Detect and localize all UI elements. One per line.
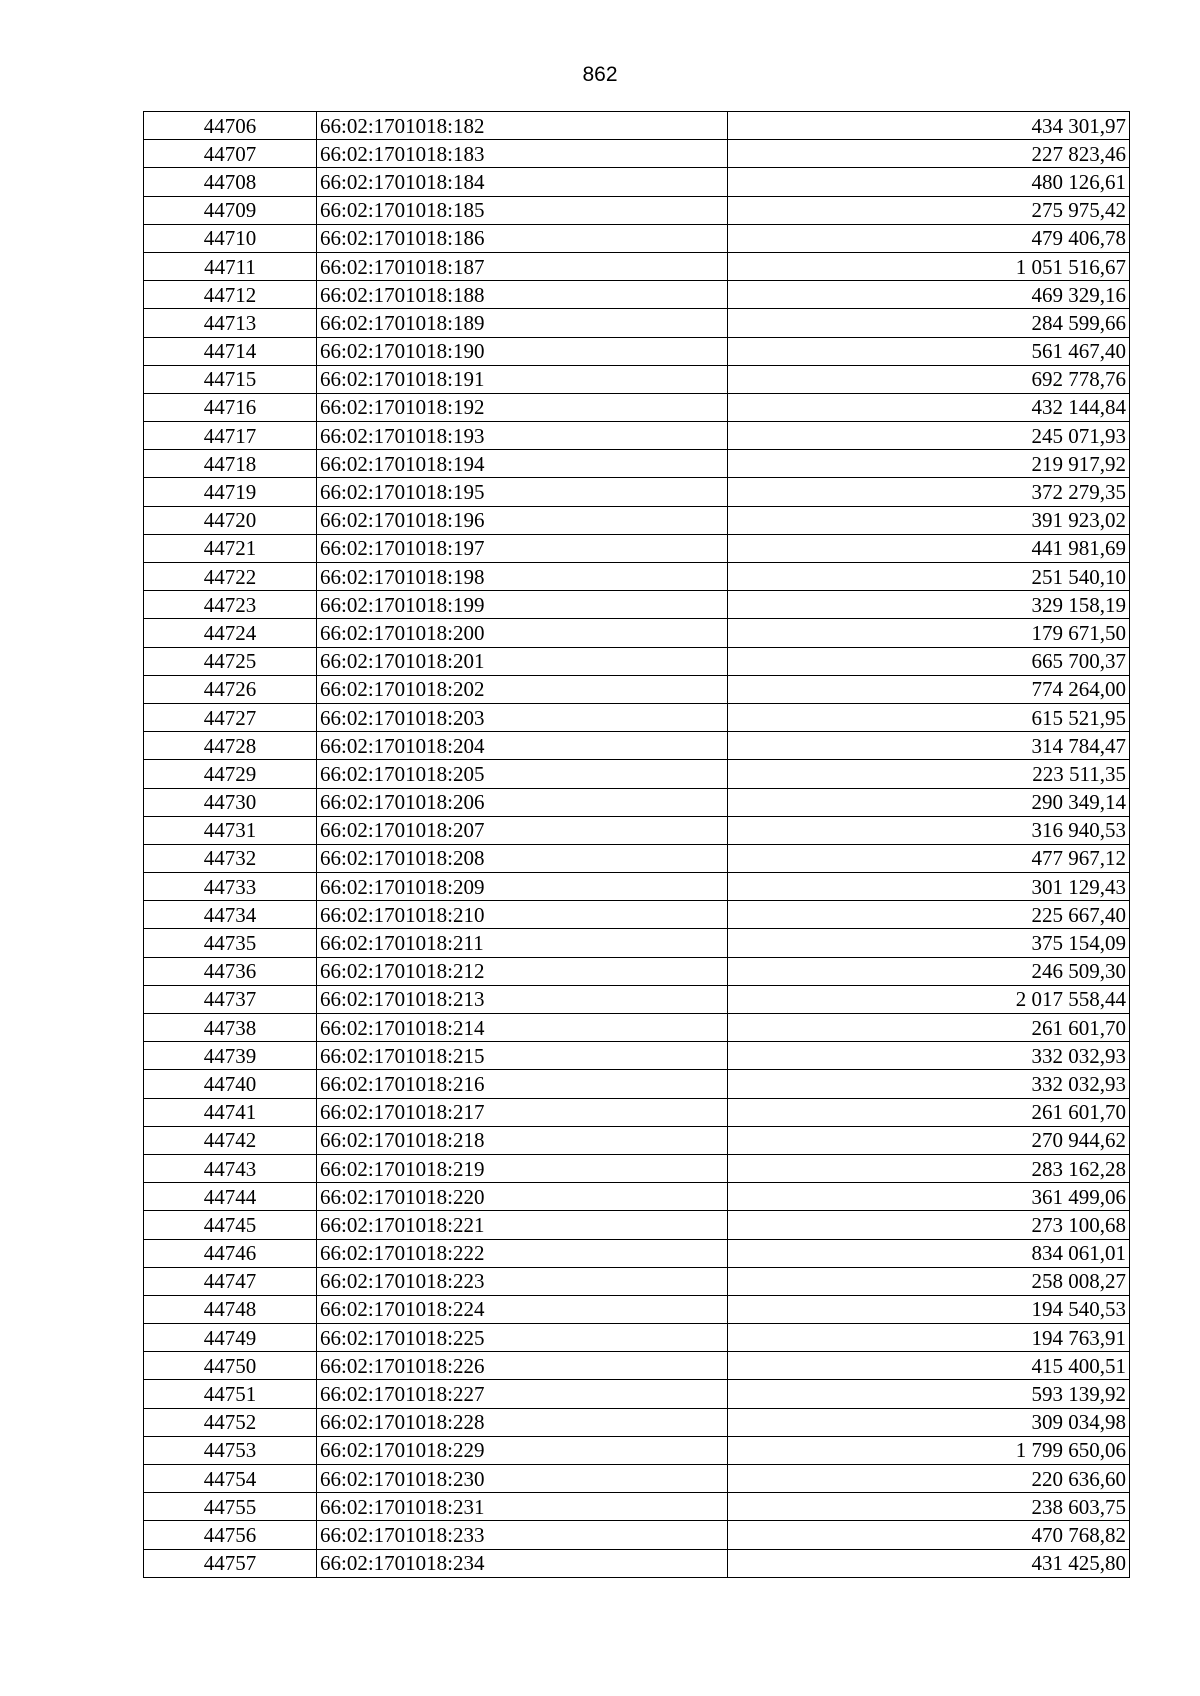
row-number-cell: 44706 <box>144 112 317 140</box>
cadastral-value-cell: 332 032,93 <box>728 1042 1130 1070</box>
cadastral-value-cell: 270 944,62 <box>728 1126 1130 1154</box>
table-row <box>144 703 1130 731</box>
cadastral-value-cell: 273 100,68 <box>728 1211 1130 1239</box>
table-row <box>144 1521 1130 1549</box>
table-row <box>144 393 1130 421</box>
cadastral-value-cell: 432 144,84 <box>728 393 1130 421</box>
row-number-cell: 44748 <box>144 1295 317 1323</box>
cadastral-number-cell: 66:02:1701018:186 <box>317 224 728 252</box>
cadastral-value-cell: 361 499,06 <box>728 1183 1130 1211</box>
row-number-cell: 44723 <box>144 591 317 619</box>
row-number-cell: 44712 <box>144 281 317 309</box>
row-number-cell: 44719 <box>144 478 317 506</box>
cadastral-number-cell: 66:02:1701018:219 <box>317 1154 728 1182</box>
table-row <box>144 760 1130 788</box>
table-row <box>144 1154 1130 1182</box>
cadastral-value-cell: 329 158,19 <box>728 591 1130 619</box>
page-number: 862 <box>582 63 618 86</box>
table-row <box>144 1465 1130 1493</box>
cadastral-value-cell: 219 917,92 <box>728 450 1130 478</box>
row-number-cell: 44750 <box>144 1352 317 1380</box>
cadastral-number-cell: 66:02:1701018:190 <box>317 337 728 365</box>
cadastral-number-cell: 66:02:1701018:228 <box>317 1408 728 1436</box>
cadastral-value-cell: 2 017 558,44 <box>728 985 1130 1013</box>
row-number-cell: 44729 <box>144 760 317 788</box>
cadastral-value-cell: 431 425,80 <box>728 1549 1130 1577</box>
cadastral-value-cell: 314 784,47 <box>728 732 1130 760</box>
table-row <box>144 450 1130 478</box>
cadastral-value-cell: 194 540,53 <box>728 1295 1130 1323</box>
cadastral-value-cell: 415 400,51 <box>728 1352 1130 1380</box>
row-number-cell: 44731 <box>144 816 317 844</box>
row-number-cell: 44730 <box>144 788 317 816</box>
table-row <box>144 1436 1130 1464</box>
cadastral-number-cell: 66:02:1701018:230 <box>317 1465 728 1493</box>
table-row <box>144 873 1130 901</box>
table-row <box>144 732 1130 760</box>
cadastral-number-cell: 66:02:1701018:188 <box>317 281 728 309</box>
cadastral-number-cell: 66:02:1701018:225 <box>317 1324 728 1352</box>
row-number-cell: 44708 <box>144 168 317 196</box>
cadastral-number-cell: 66:02:1701018:210 <box>317 901 728 929</box>
cadastral-number-cell: 66:02:1701018:223 <box>317 1267 728 1295</box>
table-row <box>144 1380 1130 1408</box>
cadastral-value-cell: 284 599,66 <box>728 309 1130 337</box>
table-row <box>144 196 1130 224</box>
cadastral-value-cell: 251 540,10 <box>728 563 1130 591</box>
cadastral-number-cell: 66:02:1701018:195 <box>317 478 728 506</box>
row-number-cell: 44710 <box>144 224 317 252</box>
table-row <box>144 1267 1130 1295</box>
table-row <box>144 1295 1130 1323</box>
cadastral-number-cell: 66:02:1701018:192 <box>317 393 728 421</box>
table-row <box>144 1211 1130 1239</box>
cadastral-value-cell: 561 467,40 <box>728 337 1130 365</box>
cadastral-value-cell: 238 603,75 <box>728 1493 1130 1521</box>
cadastral-number-cell: 66:02:1701018:207 <box>317 816 728 844</box>
cadastral-value-cell: 692 778,76 <box>728 365 1130 393</box>
row-number-cell: 44721 <box>144 534 317 562</box>
row-number-cell: 44728 <box>144 732 317 760</box>
row-number-cell: 44740 <box>144 1070 317 1098</box>
cadastral-value-cell: 593 139,92 <box>728 1380 1130 1408</box>
table-row <box>144 563 1130 591</box>
cadastral-number-cell: 66:02:1701018:214 <box>317 1014 728 1042</box>
row-number-cell: 44742 <box>144 1126 317 1154</box>
cadastral-number-cell: 66:02:1701018:184 <box>317 168 728 196</box>
cadastral-value-cell: 834 061,01 <box>728 1239 1130 1267</box>
row-number-cell: 44756 <box>144 1521 317 1549</box>
cadastral-value-cell: 434 301,97 <box>728 112 1130 140</box>
cadastral-number-cell: 66:02:1701018:201 <box>317 647 728 675</box>
row-number-cell: 44707 <box>144 140 317 168</box>
cadastral-number-cell: 66:02:1701018:217 <box>317 1098 728 1126</box>
row-number-cell: 44751 <box>144 1380 317 1408</box>
cadastral-value-cell: 1 799 650,06 <box>728 1436 1130 1464</box>
cadastral-number-cell: 66:02:1701018:187 <box>317 252 728 280</box>
cadastral-number-cell: 66:02:1701018:204 <box>317 732 728 760</box>
cadastral-number-cell: 66:02:1701018:234 <box>317 1549 728 1577</box>
table-row <box>144 647 1130 675</box>
cadastral-value-cell: 372 279,35 <box>728 478 1130 506</box>
table-row <box>144 901 1130 929</box>
row-number-cell: 44709 <box>144 196 317 224</box>
table-row <box>144 365 1130 393</box>
table-row <box>144 252 1130 280</box>
cadastral-value-cell: 246 509,30 <box>728 957 1130 985</box>
cadastral-number-cell: 66:02:1701018:194 <box>317 450 728 478</box>
table-row <box>144 1239 1130 1267</box>
row-number-cell: 44714 <box>144 337 317 365</box>
row-number-cell: 44735 <box>144 929 317 957</box>
cadastral-value-cell: 245 071,93 <box>728 422 1130 450</box>
cadastral-value-cell: 479 406,78 <box>728 224 1130 252</box>
cadastral-value-cell: 261 601,70 <box>728 1014 1130 1042</box>
table-row <box>144 619 1130 647</box>
cadastral-number-cell: 66:02:1701018:198 <box>317 563 728 591</box>
table-row <box>144 224 1130 252</box>
cadastral-value-cell: 194 763,91 <box>728 1324 1130 1352</box>
cadastral-value-cell: 615 521,95 <box>728 703 1130 731</box>
cadastral-value-cell: 316 940,53 <box>728 816 1130 844</box>
row-number-cell: 44747 <box>144 1267 317 1295</box>
cadastral-number-cell: 66:02:1701018:205 <box>317 760 728 788</box>
cadastral-value-cell: 225 667,40 <box>728 901 1130 929</box>
cadastral-value-cell: 227 823,46 <box>728 140 1130 168</box>
cadastral-value-cell: 1 051 516,67 <box>728 252 1130 280</box>
row-number-cell: 44713 <box>144 309 317 337</box>
row-number-cell: 44733 <box>144 873 317 901</box>
cadastral-value-cell: 665 700,37 <box>728 647 1130 675</box>
cadastral-value-cell: 309 034,98 <box>728 1408 1130 1436</box>
table-row <box>144 816 1130 844</box>
cadastral-value-cell: 480 126,61 <box>728 168 1130 196</box>
cadastral-value-cell: 391 923,02 <box>728 506 1130 534</box>
cadastral-number-cell: 66:02:1701018:191 <box>317 365 728 393</box>
row-number-cell: 44737 <box>144 985 317 1013</box>
cadastral-number-cell: 66:02:1701018:183 <box>317 140 728 168</box>
row-number-cell: 44722 <box>144 563 317 591</box>
row-number-cell: 44754 <box>144 1465 317 1493</box>
cadastral-number-cell: 66:02:1701018:199 <box>317 591 728 619</box>
row-number-cell: 44739 <box>144 1042 317 1070</box>
row-number-cell: 44724 <box>144 619 317 647</box>
cadastral-value-cell: 283 162,28 <box>728 1154 1130 1182</box>
cadastral-value-cell: 223 511,35 <box>728 760 1130 788</box>
row-number-cell: 44746 <box>144 1239 317 1267</box>
cadastral-value-cell: 179 671,50 <box>728 619 1130 647</box>
table-row <box>144 1493 1130 1521</box>
row-number-cell: 44717 <box>144 422 317 450</box>
table-row <box>144 281 1130 309</box>
table-row <box>144 788 1130 816</box>
cadastral-value-cell: 375 154,09 <box>728 929 1130 957</box>
cadastral-number-cell: 66:02:1701018:216 <box>317 1070 728 1098</box>
table-row <box>144 1352 1130 1380</box>
table-row <box>144 1549 1130 1577</box>
cadastral-value-cell: 258 008,27 <box>728 1267 1130 1295</box>
cadastral-value-table <box>143 111 1130 1578</box>
cadastral-number-cell: 66:02:1701018:215 <box>317 1042 728 1070</box>
row-number-cell: 44745 <box>144 1211 317 1239</box>
cadastral-number-cell: 66:02:1701018:226 <box>317 1352 728 1380</box>
table-row <box>144 1098 1130 1126</box>
cadastral-number-cell: 66:02:1701018:212 <box>317 957 728 985</box>
table-row <box>144 1324 1130 1352</box>
row-number-cell: 44725 <box>144 647 317 675</box>
row-number-cell: 44716 <box>144 393 317 421</box>
table-body <box>144 112 1130 1578</box>
cadastral-number-cell: 66:02:1701018:203 <box>317 703 728 731</box>
row-number-cell: 44727 <box>144 703 317 731</box>
table-row <box>144 1408 1130 1436</box>
cadastral-value-cell: 774 264,00 <box>728 675 1130 703</box>
cadastral-number-cell: 66:02:1701018:213 <box>317 985 728 1013</box>
row-number-cell: 44711 <box>144 252 317 280</box>
cadastral-value-cell: 441 981,69 <box>728 534 1130 562</box>
cadastral-value-cell: 290 349,14 <box>728 788 1130 816</box>
cadastral-number-cell: 66:02:1701018:211 <box>317 929 728 957</box>
cadastral-number-cell: 66:02:1701018:193 <box>317 422 728 450</box>
table-row <box>144 422 1130 450</box>
row-number-cell: 44741 <box>144 1098 317 1126</box>
table-row <box>144 1042 1130 1070</box>
cadastral-number-cell: 66:02:1701018:221 <box>317 1211 728 1239</box>
cadastral-number-cell: 66:02:1701018:233 <box>317 1521 728 1549</box>
table-row <box>144 1014 1130 1042</box>
cadastral-number-cell: 66:02:1701018:196 <box>317 506 728 534</box>
table-row <box>144 534 1130 562</box>
table-row <box>144 675 1130 703</box>
table-row <box>144 506 1130 534</box>
cadastral-number-cell: 66:02:1701018:202 <box>317 675 728 703</box>
row-number-cell: 44726 <box>144 675 317 703</box>
cadastral-value-cell: 275 975,42 <box>728 196 1130 224</box>
row-number-cell: 44744 <box>144 1183 317 1211</box>
cadastral-value-cell: 261 601,70 <box>728 1098 1130 1126</box>
row-number-cell: 44732 <box>144 844 317 872</box>
row-number-cell: 44736 <box>144 957 317 985</box>
row-number-cell: 44734 <box>144 901 317 929</box>
table-row <box>144 1183 1130 1211</box>
cadastral-number-cell: 66:02:1701018:200 <box>317 619 728 647</box>
table-row <box>144 309 1130 337</box>
cadastral-value-cell: 469 329,16 <box>728 281 1130 309</box>
cadastral-number-cell: 66:02:1701018:209 <box>317 873 728 901</box>
cadastral-number-cell: 66:02:1701018:182 <box>317 112 728 140</box>
table-row <box>144 591 1130 619</box>
row-number-cell: 44715 <box>144 365 317 393</box>
cadastral-number-cell: 66:02:1701018:208 <box>317 844 728 872</box>
cadastral-value-cell: 470 768,82 <box>728 1521 1130 1549</box>
row-number-cell: 44718 <box>144 450 317 478</box>
row-number-cell: 44720 <box>144 506 317 534</box>
table-row <box>144 478 1130 506</box>
table-row <box>144 985 1130 1013</box>
row-number-cell: 44753 <box>144 1436 317 1464</box>
row-number-cell: 44749 <box>144 1324 317 1352</box>
cadastral-number-cell: 66:02:1701018:197 <box>317 534 728 562</box>
table-row <box>144 957 1130 985</box>
cadastral-number-cell: 66:02:1701018:222 <box>317 1239 728 1267</box>
cadastral-number-cell: 66:02:1701018:189 <box>317 309 728 337</box>
table-row <box>144 168 1130 196</box>
cadastral-number-cell: 66:02:1701018:229 <box>317 1436 728 1464</box>
row-number-cell: 44738 <box>144 1014 317 1042</box>
cadastral-number-cell: 66:02:1701018:218 <box>317 1126 728 1154</box>
cadastral-number-cell: 66:02:1701018:224 <box>317 1295 728 1323</box>
table-row <box>144 844 1130 872</box>
cadastral-value-cell: 477 967,12 <box>728 844 1130 872</box>
row-number-cell: 44743 <box>144 1154 317 1182</box>
table-row <box>144 929 1130 957</box>
table-row <box>144 140 1130 168</box>
cadastral-value-cell: 332 032,93 <box>728 1070 1130 1098</box>
cadastral-value-cell: 301 129,43 <box>728 873 1130 901</box>
cadastral-number-cell: 66:02:1701018:185 <box>317 196 728 224</box>
cadastral-number-cell: 66:02:1701018:206 <box>317 788 728 816</box>
cadastral-number-cell: 66:02:1701018:220 <box>317 1183 728 1211</box>
cadastral-value-cell: 220 636,60 <box>728 1465 1130 1493</box>
row-number-cell: 44752 <box>144 1408 317 1436</box>
table-row <box>144 112 1130 140</box>
cadastral-number-cell: 66:02:1701018:227 <box>317 1380 728 1408</box>
cadastral-number-cell: 66:02:1701018:231 <box>317 1493 728 1521</box>
row-number-cell: 44755 <box>144 1493 317 1521</box>
row-number-cell: 44757 <box>144 1549 317 1577</box>
table-row <box>144 1126 1130 1154</box>
table-row <box>144 337 1130 365</box>
table-row <box>144 1070 1130 1098</box>
